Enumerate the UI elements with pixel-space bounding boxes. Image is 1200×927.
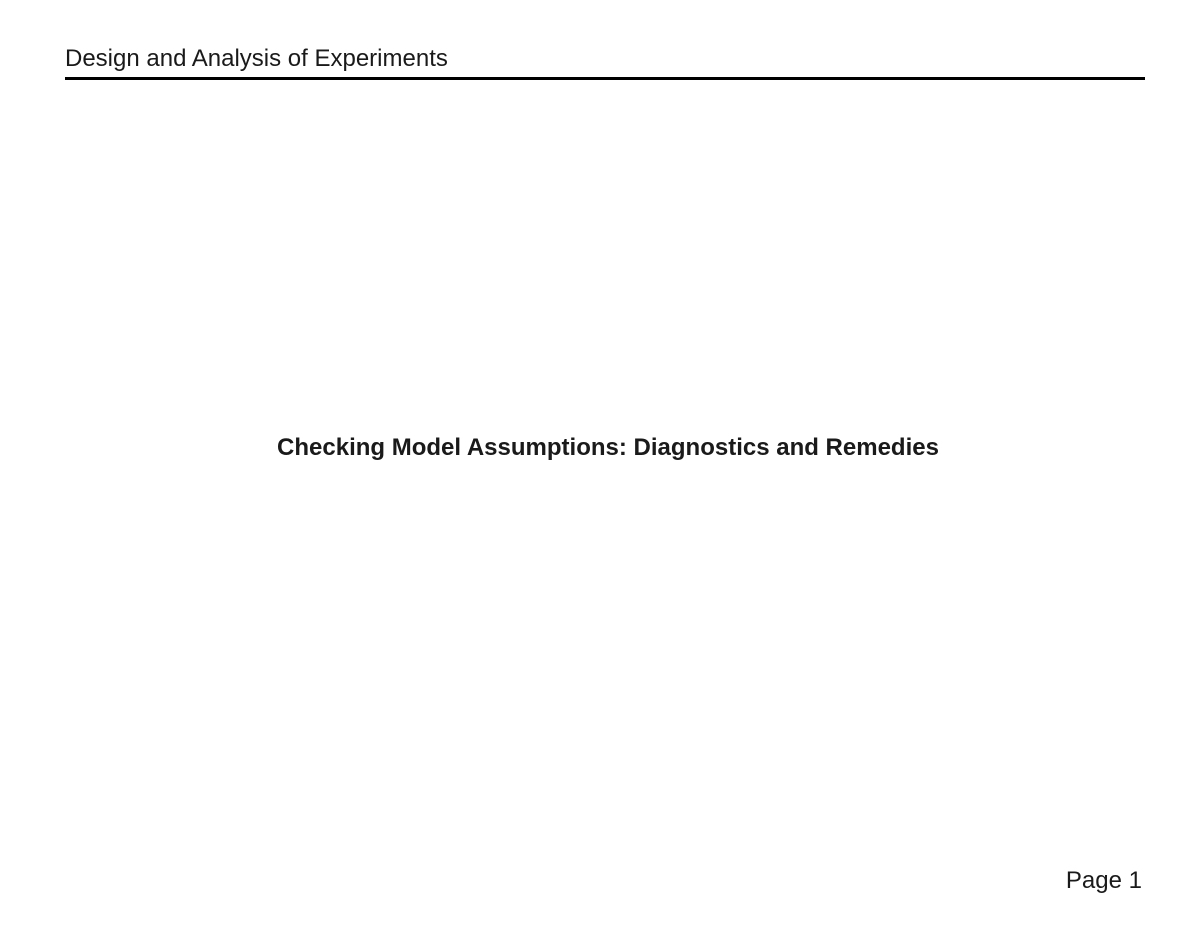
slide-title: Checking Model Assumptions: Diagnostics and Remedies [277,434,939,461]
header-rule [65,77,1145,80]
header-title: Design and Analysis of Experiments [65,45,448,72]
page-number: Page 1 [1065,867,1142,894]
